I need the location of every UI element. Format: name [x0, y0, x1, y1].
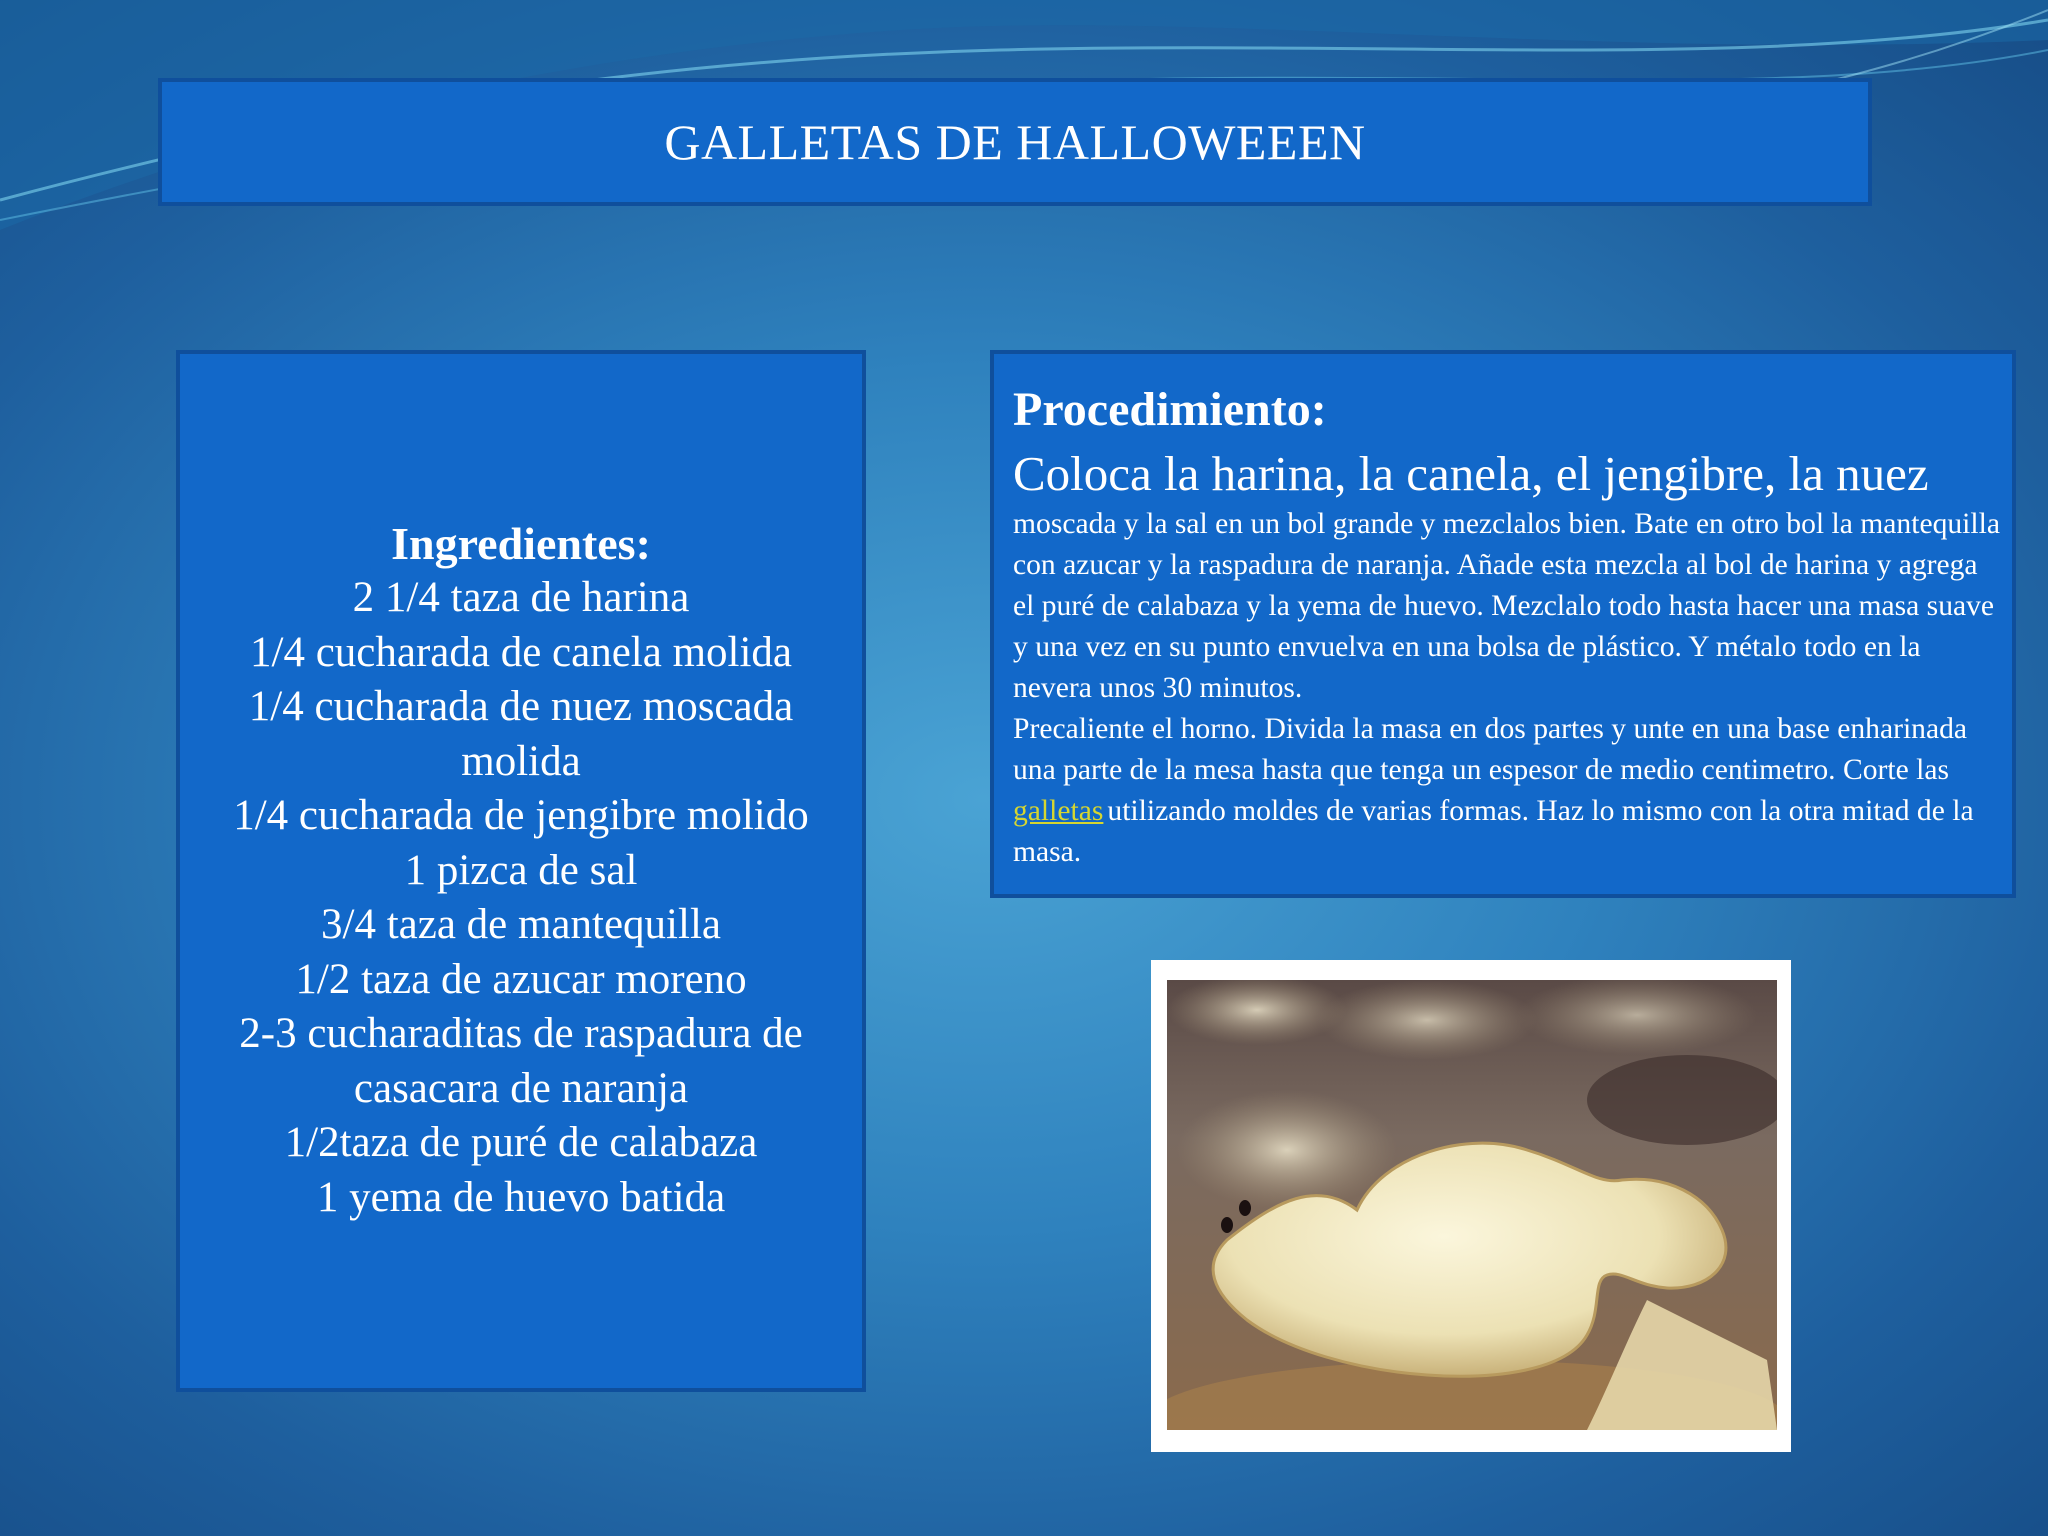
ingredients-box — [176, 350, 866, 1392]
ghost-cookie-photo — [1167, 980, 1777, 1430]
ingredients-heading: Ingredientes: — [391, 518, 651, 569]
procedure-content — [1013, 376, 2003, 873]
ingredient-item: 2 1/4 taza de harina — [352, 574, 690, 621]
ingredient-item: 1/2 taza de azucar moreno — [295, 955, 747, 1003]
ingredients-list — [191, 571, 851, 1225]
page-title: GALLETAS DE HALLOWEEEN — [664, 114, 1366, 170]
procedure-text-3: utilizando moldes de varias formas. Haz lo mismo con la otra mitad de la masa. — [1013, 795, 1974, 868]
ingredient-item: 1/2taza de puré de calabaza — [284, 1119, 758, 1166]
ingredient-item: 1/4 cucharada de nuez moscada molida — [248, 683, 794, 785]
procedure-text-2: Precaliente el horno. Divida la masa en dos partes y unte en una base enharinada una parte de la mesa hasta que tenga un espesor de medio centimetro. Corte las — [1013, 713, 1968, 786]
galletas-link[interactable]: galletas — [1013, 795, 1104, 827]
title-box — [158, 78, 1872, 206]
ingredients-content — [191, 517, 851, 1225]
ingredient-item: 1/4 cucharada de canela molida — [250, 628, 792, 676]
procedure-body — [1013, 444, 2003, 873]
ingredient-item: 1 pizca de sal — [404, 846, 638, 894]
ingredient-item: 1/4 cucharada de jengibre molido — [233, 792, 809, 839]
procedure-text-1: moscada y la sal en un bol grande y mezclalos bien. Bate en otro bol la mantequilla con azucar y la raspadura de naranja. Añade esta mezcla al bol de harina y agrega el puré de calabaza y la yema de huevo. Mezclalo todo hasta hacer una masa suave y una vez en su punto envuelva en una bolsa de plástico. Y métalo todo en la nevera unos 30 minutos. — [1013, 508, 2000, 704]
procedure-heading: Procedimiento: — [1013, 383, 1327, 436]
ingredient-item: 1 yema de huevo batida — [316, 1173, 726, 1221]
procedure-intro: Coloca la harina, la canela, el jengibre, la nuez — [1013, 446, 1929, 501]
cookie-photo-frame — [1151, 960, 1791, 1452]
ingredient-item: 3/4 taza de mantequilla — [321, 901, 721, 948]
ingredient-item: 2-3 cucharaditas de raspadura de casacara de naranja — [239, 1010, 803, 1112]
